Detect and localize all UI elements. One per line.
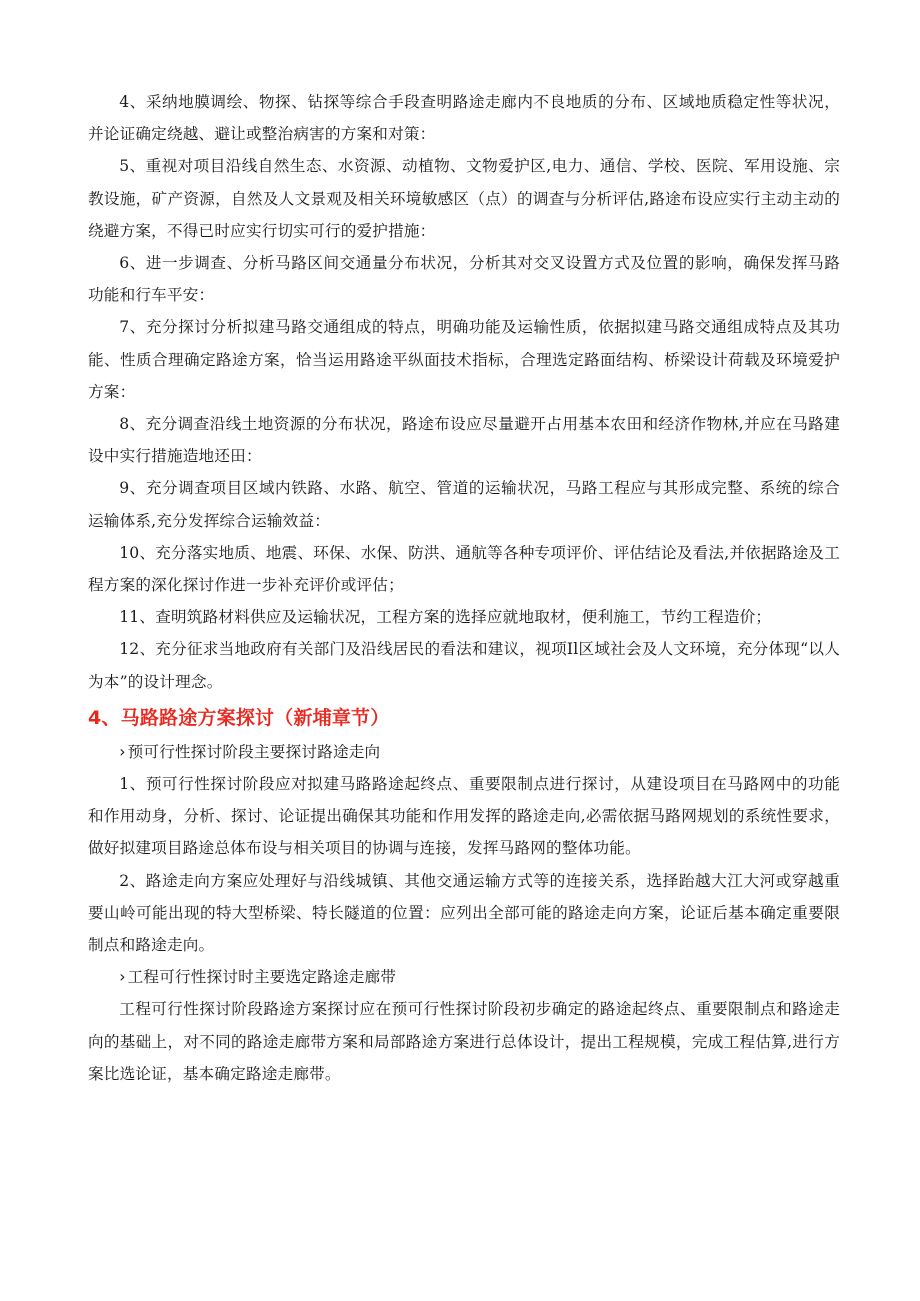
bullet-prefeasibility xyxy=(88,736,840,768)
section-heading: 4、马路路途方案探讨（新埔章节） xyxy=(88,706,390,729)
paragraph-item-5: 5、重视对项目沿线自然生态、水资源、动植物、文物爱护区,电力、通信、学校、医院、军用设施、宗教设施，矿产资源，自然及人文景观及相关环境敏感区（点）的调查与分析评估,路途布设应实行主动主动的绕避方案，不得已时应实行切实可行的爱护措施： xyxy=(88,157,840,240)
paragraph-item-12: 12、充分征求当地政府有关部门及沿线居民的看法和建议，视项Il区域社会及人文环境，充分体现“以人为本”的设计理念。 xyxy=(88,640,840,691)
bullet-mark: › xyxy=(119,742,126,761)
paragraph-item-8: 8、充分调查沿线土地资源的分布状况，路途布设应尽量避开占用基本农田和经济作物林,并应在马路建设中实行措施造地还田： xyxy=(88,415,840,466)
paragraph-stage-2: 2、路途走向方案应处理好与沿线城镇、其他交通运输方式等的连接关系，选择跆越大江大河或穿越重要山岭可能出现的特大型桥梁、特长隧道的位置：应列出全部可能的路途走向方案，论证后基本确定重要限制点和路途走向。 xyxy=(88,871,840,955)
bullet-text: 预可行性探讨阶段主要探讨路途走向 xyxy=(127,742,381,761)
bullet-mark: › xyxy=(119,968,126,987)
paragraph-stage-1: 1、预可行性探讨阶段应对拟建马路路途起终点、重要限制点进行探讨，从建设项目在马路网中的功能和作用动身，分析、探讨、论证提出确保其功能和作用发挥的路途走向,必需依据马路网规划的系统性要求，做好拟建项目路途总体布设与相关项目的协调与连接，发挥马路网的整体功能。 xyxy=(88,775,840,858)
paragraph-item-9: 9、充分调查项目区域内铁路、水路、航空、管道的运输状况，马路工程应与其形成完整、系统的综合运输体系,充分发挥综合运输效益： xyxy=(88,479,840,530)
paragraph-item-4: 4、采纳地膜调绘、物探、钻探等综合手段查明路途走廊内不良地质的分布、区域地质稳定性等状况，并论证确定绕越、避让或整治病害的方案和对策： xyxy=(88,93,840,144)
document-page xyxy=(88,86,840,1090)
paragraph-final: 工程可行性探讨阶段路途方案探讨应在预可行性探讨阶段初步确定的路途起终点、重要限制点和路途走向的基础上，对不同的路途走廊带方案和局部路途方案进行总体设计，提出工程规模，完成工程估算,进行方案比选论证，基本确定路途走廊带。 xyxy=(88,1000,840,1083)
paragraph-item-7: 7、充分探讨分析拟建马路交通组成的特点，明确功能及运输性质，依据拟建马路交通组成特点及其功能、性质合理确定路途方案，恰当运用路途平纵面技术指标，合理选定路面结构、桥梁设计荷载及环境爱护方案： xyxy=(88,318,840,401)
paragraph-item-10: 10、充分落实地质、地震、环保、水保、防洪、通航等各种专项评价、评估结论及看法,并依据路途及工程方案的深化探讨作进一步补充评价或评估； xyxy=(88,543,840,595)
paragraph-item-6: 6、进一步调查、分析马路区间交通量分布状况，分析其对交叉设置方式及位置的影响，确保发挥马路功能和行车平安： xyxy=(88,254,840,305)
bullet-feasibility xyxy=(88,961,840,993)
paragraph-item-11: 11、查明筑路材料供应及运输状况，工程方案的选择应就地取材，便利施工，节约工程造价； xyxy=(119,608,772,627)
bullet-text: 工程可行性探讨时主要选定路途走廊带 xyxy=(127,968,397,987)
